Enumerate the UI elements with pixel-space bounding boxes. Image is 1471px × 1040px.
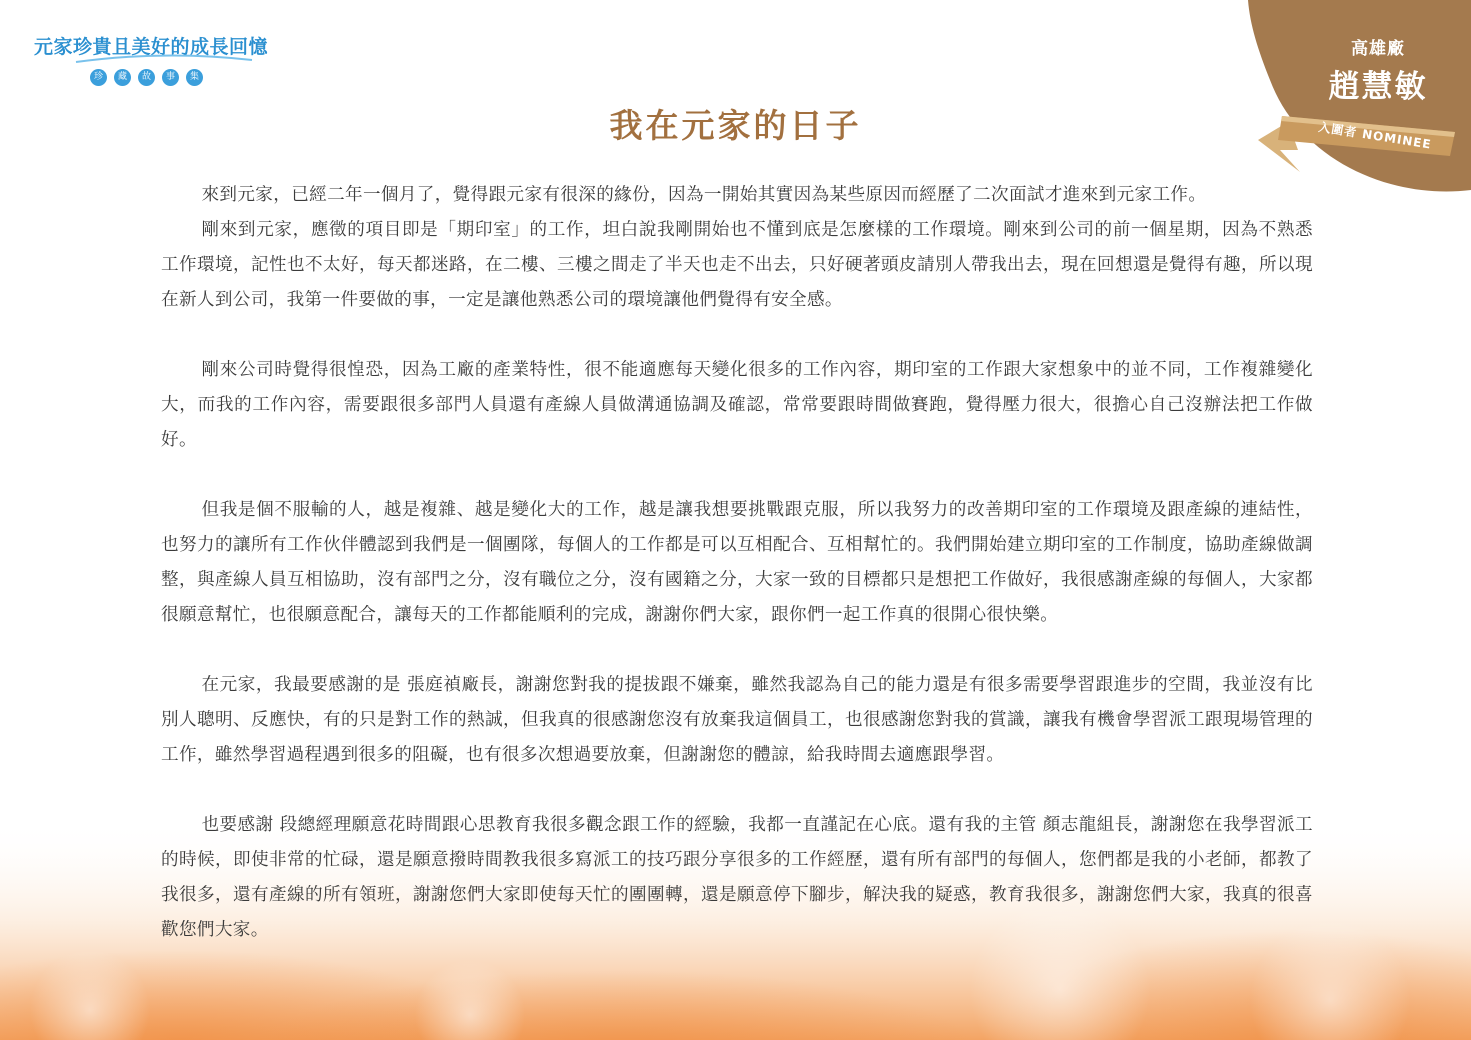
badge-text [1285, 34, 1471, 106]
badge-factory: 高雄廠 [1351, 39, 1405, 59]
brand-subtitle-char: 故 [138, 69, 155, 86]
brand-subtitle-char: 藏 [114, 69, 131, 86]
brand-title: 元家珍貴且美好的成長回憶 [34, 36, 269, 58]
paragraph: 但我是個不服輸的人，越是複雜、越是變化大的工作，越是讓我想要挑戰跟克服，所以我努力的改善期印室的工作環境及跟產線的連結性，也努力的讓所有工作伙伴體認到我們是一個團隊，每個人的工作都是可以互相配合、互相幫忙的。我們開始建立期印室的工作制度，協助產線做調整，與產線人員互相協助，沒有部門之分，沒有職位之分，沒有國籍之分，大家一致的目標都只是想把工作做好，我很感謝產線的每個人，大家都很願意幫忙，也很願意配合，讓每天的工作都能順利的完成，謝謝你們大家，跟你們一起工作真的很開心很快樂。 [161, 500, 1313, 625]
paragraph: 來到元家，已經二年一個月了，覺得跟元家有很深的緣份，因為一開始其實因為某些原因而經歷了二次面試才進來到元家工作。 [201, 185, 1207, 205]
paragraph: 剛來到元家，應徵的項目即是「期印室」的工作，坦白說我剛開始也不懂到底是怎麼樣的工作環境。剛來到公司的前一個星期，因為不熟悉工作環境，記性也不太好，每天都迷路，在二樓、三樓之間走了半天也走不出去，只好硬著頭皮請別人帶我出去，現在回想還是覺得有趣，所以現在新人到公司，我第一件要做的事，一定是讓他熟悉公司的環境讓他們覺得有安全感。 [161, 220, 1313, 310]
article-body [161, 178, 1313, 983]
brand-subtitle-char: 珍 [90, 69, 107, 86]
paragraph: 剛來公司時覺得很惶恐，因為工廠的產業特性，很不能適應每天變化很多的工作內容，期印室的工作跟大家想象中的並不同，工作複雜變化大，而我的工作內容，需要跟很多部門人員還有產線人員做溝通協調及確認，常常要跟時間做賽跑，覺得壓力很大，很擔心自己沒辦法把工作做好。 [161, 360, 1313, 450]
badge-ribbon-label: 入圍者 NOMINEE [1317, 119, 1433, 152]
brand-swoosh-icon [74, 52, 254, 66]
badge-name: 趙慧敏 [1328, 69, 1428, 105]
brand-logo [34, 32, 304, 86]
brand-subtitle-char: 事 [162, 69, 179, 86]
brand-subtitle [90, 69, 304, 86]
brand-subtitle-char: 集 [186, 69, 203, 86]
paragraph: 在元家，我最要感謝的是 張庭禎廠長，謝謝您對我的提拔跟不嫌棄，雖然我認為自己的能力還是有很多需要學習跟進步的空間，我並沒有比別人聰明、反應快，有的只是對工作的熱誠，但我真的很感謝您沒有放棄我這個員工，也很感謝您對我的賞識，讓我有機會學習派工跟現場管理的工作，雖然學習過程遇到很多的阻礙，也有很多次想過要放棄，但謝謝您的體諒，給我時間去適應跟學習。 [161, 675, 1313, 765]
page-title: 我在元家的日子 [609, 106, 862, 145]
paragraph: 也要感謝 段總經理願意花時間跟心思教育我很多觀念跟工作的經驗，我都一直謹記在心底。還有我的主管 顏志龍組長，謝謝您在我學習派工的時候，即使非常的忙碌，還是願意撥時間教我很多寫派工的技巧跟分享很多的工作經歷，還有所有部門的每個人，您們都是我的小老師，都教了我很多，還有產線的所有領班，謝謝您們大家即使每天忙的團團轉，還是願意停下腳步，解決我的疑惑，教育我很多，謝謝您們大家，我真的很喜歡您們大家。 [161, 815, 1313, 940]
